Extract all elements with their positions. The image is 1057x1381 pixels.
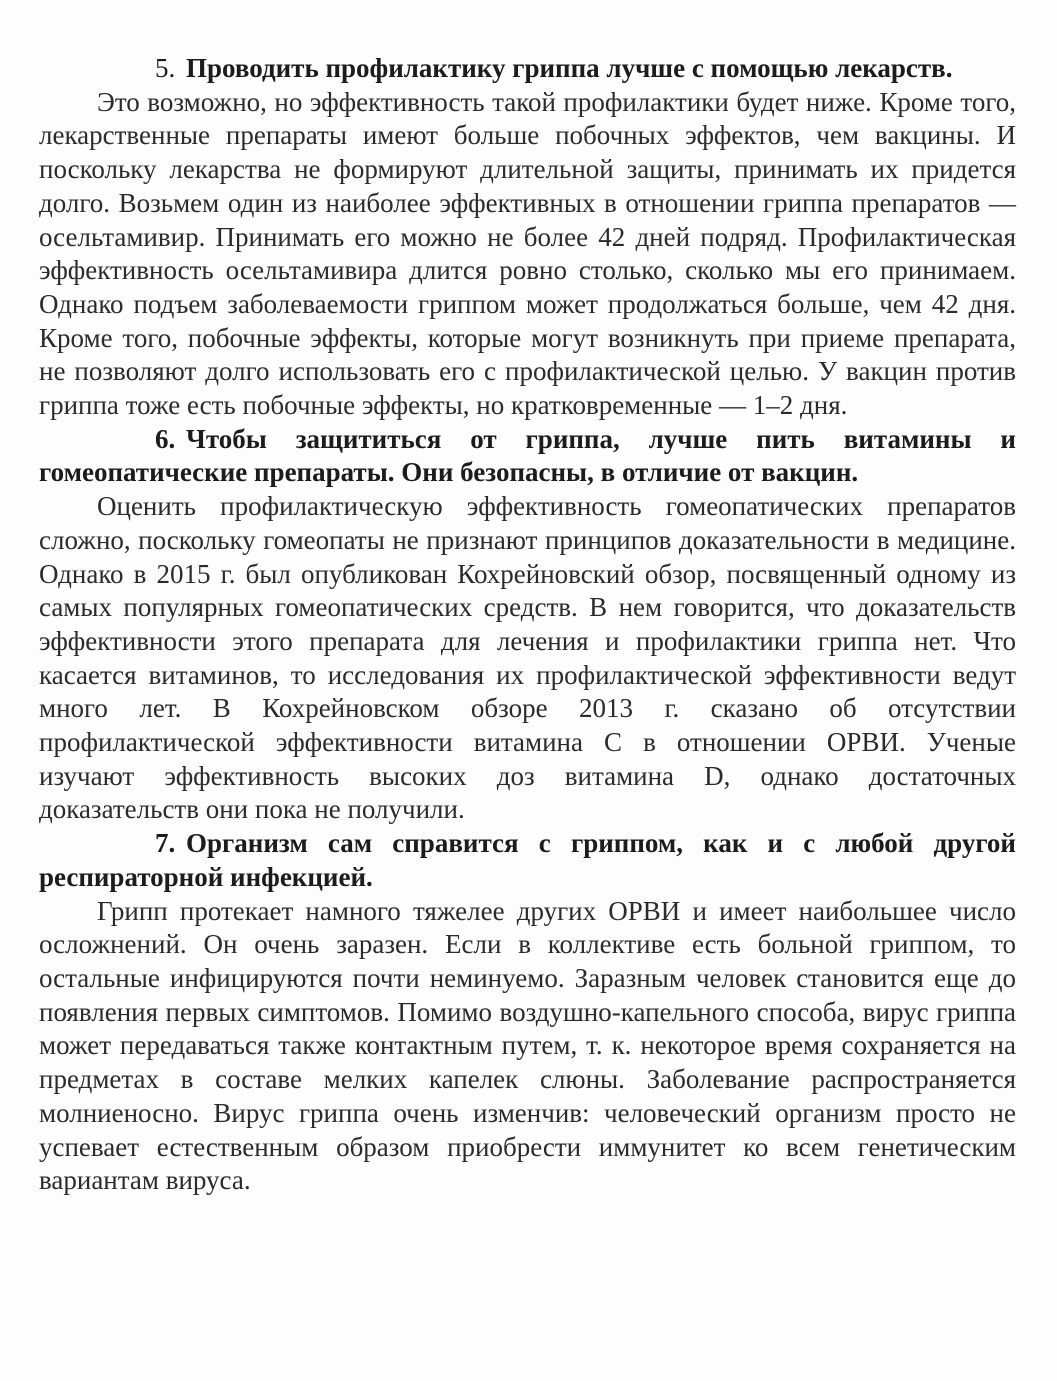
- section-5-heading-text: Проводить профилактику гриппа лучше с помощью лекарств.: [186, 53, 953, 83]
- section-6-number: 6.: [155, 423, 176, 454]
- section-7-number: 7.: [155, 828, 176, 859]
- section-7-paragraph: Грипп протекает намного тяжелее других ОРВИ и имеет наибольшее число осложнений. Он очень заразен. Если в коллективе есть больной гриппом, то остальные инфицируются почти неминуемо. Заразным человек становится еще до появления первых симптомов. Помимо воздушно-капельного способа, вирус гриппа может передаваться также контактным путем, т. к. некоторое время сохраняется на предметах в составе мелких капелек слюны. Заболевание распространяется молниеносно. Вирус гриппа очень изменчив: человеческий организм просто не успевает естественным образом приобрести иммунитет ко всем генетическим вариантам вируса.: [39, 895, 1016, 1196]
- section-5-heading: [39, 52, 1016, 86]
- section-7-heading: [39, 827, 1016, 894]
- section-6-heading-text: Чтобы защититься от гриппа, лучше пить витамины и гомеопатические препараты. Они безопасны, в отличие от вакцин.: [39, 423, 1016, 488]
- section-5-paragraph: Это возможно, но эффективность такой профилактики будет ниже. Кроме того, лекарственные препараты имеют больше побочных эффектов, чем вакцины. И поскольку лекарства не формируют длительной защиты, принимать их придется долго. Возьмем один из наиболее эффективных в отношении гриппа препаратов — осельтамивир. Принимать его можно не более 42 дней подряд. Профилактическая эффективность осельтамивира длится ровно столько, сколько мы его принимаем. Однако подъем заболеваемости гриппом может продолжаться больше, чем 42 дня. Кроме того, побочные эффекты, которые могут возникнуть при приеме препарата, не позволяют долго использовать его с профилактической целью. У вакцин против гриппа тоже есть побочные эффекты, но кратковременные — 1–2 дня.: [39, 86, 1016, 421]
- section-6-heading: [39, 423, 1016, 490]
- document-body: [39, 52, 1016, 1198]
- section-5-number: 5.: [155, 53, 176, 83]
- section-7-heading-text: Организм сам справится с гриппом, как и с любой другой респираторной инфекцией.: [39, 828, 1016, 892]
- section-6-paragraph: Оценить профилактическую эффективность гомеопатических препаратов сложно, поскольку гомеопаты не признают принципов доказательности в медицине. Однако в 2015 г. был опубликован Кохрейновский обзор, посвященный одному из самых популярных гомеопатических средств. В нем говорится, что доказательств эффективности этого препарата для лечения и профилактики гриппа нет. Что касается витаминов, то исследования их профилактической эффективности ведут много лет. В Кохрейновском обзоре 2013 г. сказано об отсутствии профилактической эффективности витамина С в отношении ОРВИ. Ученые изучают эффективность высоких доз витамина D, однако достаточных доказательств они пока не получили.: [39, 491, 1016, 825]
